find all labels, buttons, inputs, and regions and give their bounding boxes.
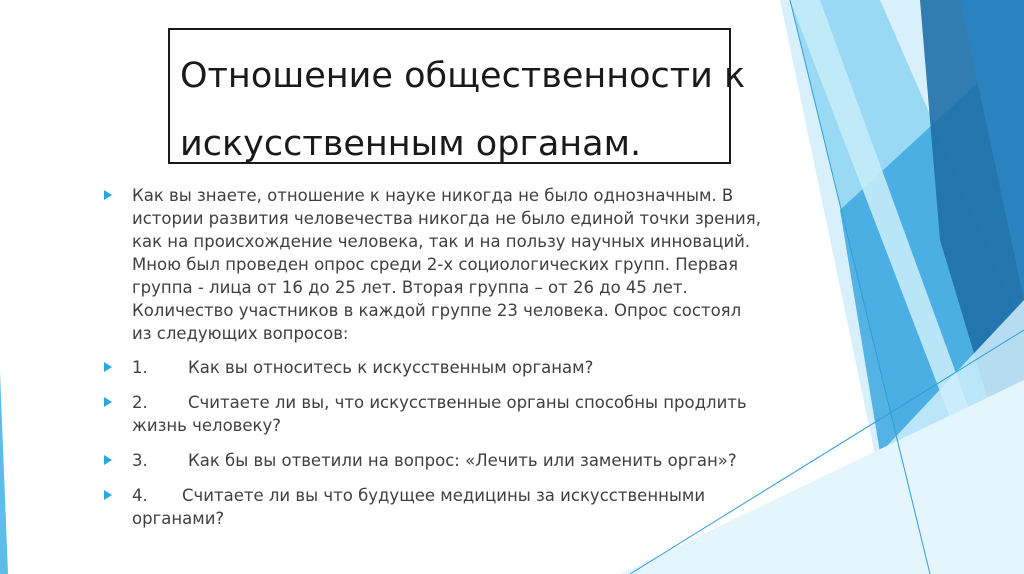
question-text: Как бы вы ответили на вопрос: «Лечить или заменить орган»? xyxy=(188,451,737,470)
question-number: 3. xyxy=(132,451,148,470)
question-item xyxy=(104,484,764,530)
left-edge-shape xyxy=(0,372,8,574)
title-line-2: искусственным органам. xyxy=(180,124,642,164)
arrow-bullet-icon xyxy=(104,455,112,465)
arrow-bullet-icon xyxy=(104,190,112,200)
intro-paragraph xyxy=(104,184,764,345)
arrow-bullet-icon xyxy=(104,362,112,372)
title-line-1: Отношение общественности к xyxy=(180,56,746,96)
arrow-bullet-icon xyxy=(104,397,112,407)
arrow-bullet-icon xyxy=(104,490,112,500)
question-number: 1. xyxy=(132,358,148,377)
question-number: 4. xyxy=(132,486,148,505)
question-number: 2. xyxy=(132,393,148,412)
question-item xyxy=(104,391,764,437)
question-item xyxy=(104,356,764,379)
question-text: Как вы относитесь к искусственным органам? xyxy=(188,358,594,377)
question-text: Считаете ли вы, что искусственные органы способны продлить жизнь человеку? xyxy=(132,393,747,435)
content-body xyxy=(104,184,764,530)
title-box xyxy=(168,28,746,164)
intro-text: Как вы знаете, отношение к науке никогда не было однозначным. В истории развития человечества никогда не было единой точки зрения, как на происхождение человека, так и на пользу научных инноваций. Мною был проведен опрос среди 2-х социологических групп. Первая группа - лица от 16 до 25 лет. Вторая группа – от 26 до 45 лет. Количество участников в каждой группе 23 человека. Опрос состоял из следующих вопросов: xyxy=(132,186,761,343)
question-text: Считаете ли вы что будущее медицины за искусственными органами? xyxy=(132,486,706,528)
question-item xyxy=(104,449,764,472)
